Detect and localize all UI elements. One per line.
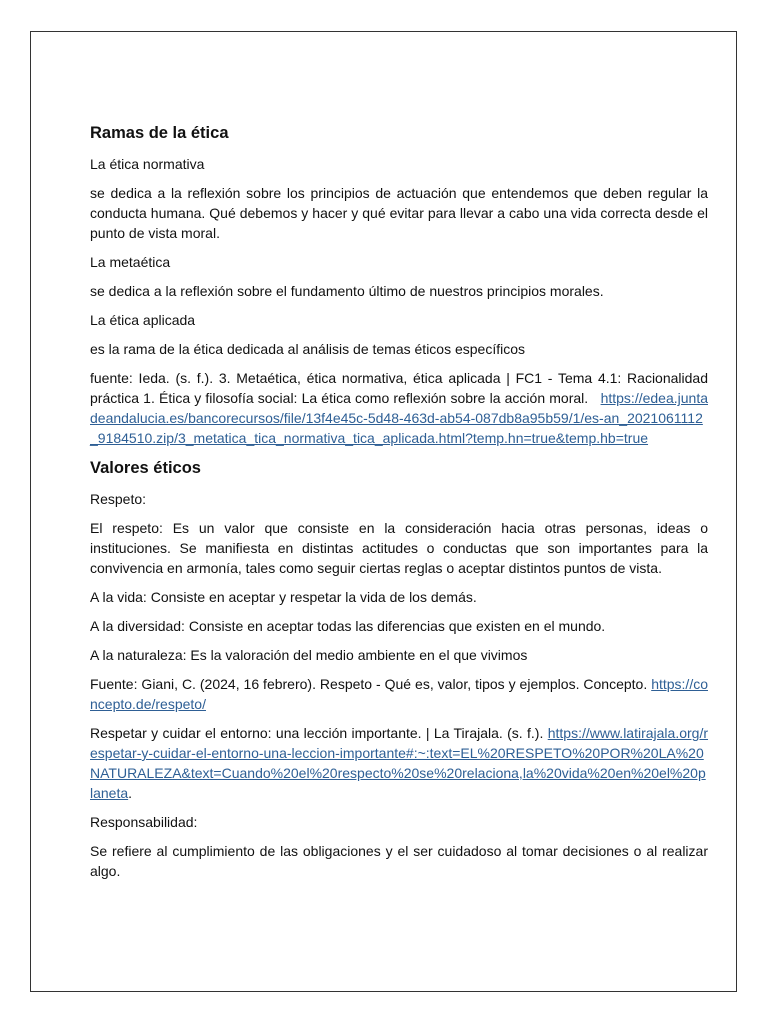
naturaleza-text: A la naturaleza: Es la valoración del medio ambiente en el que vivimos <box>90 647 528 663</box>
fuente-paragraph-1 <box>90 674 708 714</box>
fuente-paragraph-2 <box>90 723 708 803</box>
fuente-text-2: Respetar y cuidar el entorno: una lección importante. | La Tirajala. (s. f.). <box>90 725 544 741</box>
respeto-title: Respeto: <box>90 491 147 507</box>
responsabilidad-text: Se refiere al cumplimiento de las obligaciones y el ser cuidadoso al tomar decisiones o al realizar algo. <box>90 843 708 879</box>
fuente-link-1[interactable]: https://concepto.de/respeto/ <box>90 676 708 712</box>
vida-text: A la vida: Consiste en aceptar y respetar la vida de los demás. <box>90 589 477 605</box>
fuente-text-1: Fuente: Giani, C. (2024, 16 febrero). Respeto - Qué es, valor, tipos y ejemplos. Concepto. <box>90 676 648 692</box>
aplicada-title: La ética aplicada <box>90 312 196 328</box>
document-page <box>30 31 737 992</box>
source-paragraph-1 <box>90 368 708 448</box>
metaetica-text: se dedica a la reflexión sobre el fundamento último de nuestros principios morales. <box>90 283 604 299</box>
normativa-title: La ética normativa <box>90 156 205 172</box>
heading-valores-eticos: Valores éticos <box>90 459 201 477</box>
fuente-link-2[interactable]: https://www.latirajala.org/respetar-y-cuidar-el-entorno-una-leccion-importante#:~:text=EL%20RESPETO%20POR%20LA%20NATURALEZA&text=Cuando%20el%20respecto%20se%20relaciona,la%20vida%20en%20el%20planeta <box>90 725 709 801</box>
source-link-1[interactable]: https://edea.juntadeandalucia.es/bancorecursos/file/13f4e45c-5d48-463d-ab54-087db8a95b59/1/es-an_2021061112_9184510.zip/3_metatica_tica_normativa_tica_aplicada.html?temp.hn=true&temp.hb=true <box>90 390 708 446</box>
heading-ramas-etica: Ramas de la ética <box>90 124 229 142</box>
diversidad-text: A la diversidad: Consiste en aceptar todas las diferencias que existen en el mundo. <box>90 618 606 634</box>
source-text-1: fuente: Ieda. (s. f.). 3. Metaética, ética normativa, ética aplicada | FC1 - Tema 4.1: Racionalidad práctica 1. Ética y filosofía social: La ética como reflexión sobre la acción moral. <box>90 370 708 406</box>
respeto-text: El respeto: Es un valor que consiste en la consideración hacia otras personas, ideas o instituciones. Se manifiesta en distintas actitudes o conductas que son importantes para la convivencia en armonía, tales como seguir ciertas reglas o aceptar distintos puntos de vista. <box>90 520 708 576</box>
fuente-end: . <box>128 785 133 801</box>
normativa-text: se dedica a la reflexión sobre los principios de actuación que entendemos que deben regular la conducta humana. Qué debemos y hacer y qué evitar para llevar a cabo una vida correcta desde el punto de vista moral. <box>90 185 708 241</box>
document-content <box>90 122 708 890</box>
aplicada-text: es la rama de la ética dedicada al análisis de temas éticos específicos <box>90 341 526 357</box>
responsabilidad-title: Responsabilidad: <box>90 814 198 830</box>
metaetica-title: La metaética <box>90 254 171 270</box>
